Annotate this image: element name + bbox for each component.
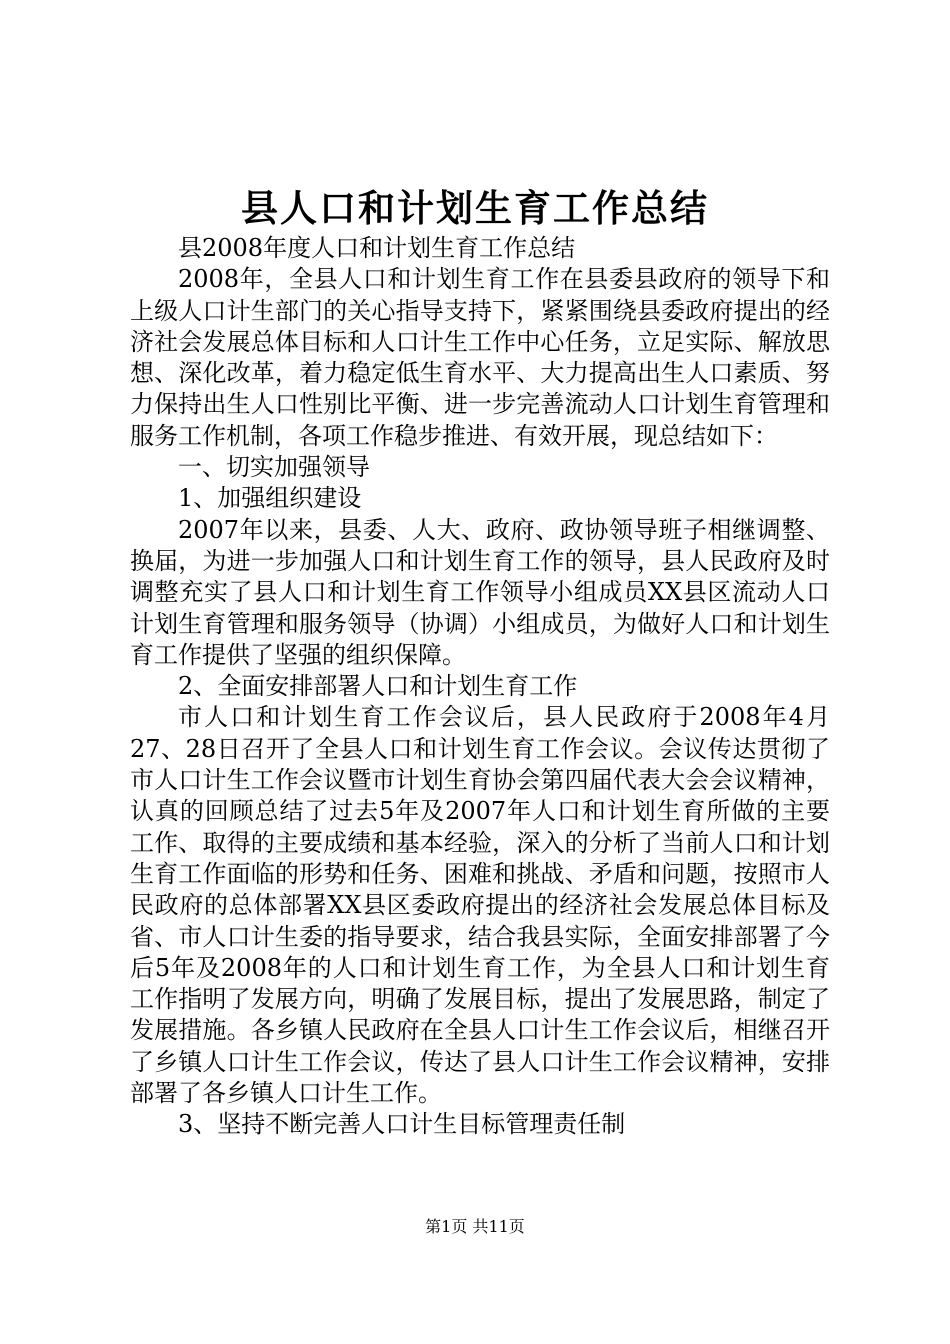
- paragraph: 市人口和计划生育工作会议后，县人民政府于2008年4月27、28日召开了全县人口和计划生育工作会议。会议传达贯彻了市人口计生工作会议暨市计划生育协会第四届代表大会会议精神，认真的回顾总结了过去5年及2007年人口和计划生育所做的主要工作、取得的主要成绩和基本经验，深入的分析了当前人口和计划生育工作面临的形势和任务、困难和挑战、矛盾和问题，按照市人民政府的总体部署XX县区委政府提出的经济社会发展总体目标及省、市人口计生委的指导要求，结合我县实际，全面安排部署了今后5年及2008年的人口和计划生育工作，为全县人口和计划生育工作指明了发展方向，明确了发展目标，提出了发展思路，制定了发展措施。各乡镇人民政府在全县人口计生工作会议后，相继召开了乡镇人口计生工作会议，传达了县人口计生工作会议精神，安排部署了各乡镇人口计生工作。: [130, 703, 830, 1108]
- subsection-heading: 3、坚持不断完善人口计生目标管理责任制: [178, 1110, 626, 1139]
- page-number-footer: 第1页 共11页: [425, 1217, 525, 1236]
- document-title: 县人口和计划生育工作总结: [241, 187, 709, 230]
- section-heading: 一、切实加强领导: [178, 453, 370, 482]
- paragraph: 2008年，全县人口和计划生育工作在县委县政府的领导下和上级人口计生部门的关心指导支持下，紧紧围绕县委政府提出的经济社会发展总体目标和人口计生工作中心任务，立足实际、解放思想、深化改革，着力稳定低生育水平、大力提高出生人口素质、努力保持出生人口性别比平衡、进一步完善流动人口计划生育管理和服务工作机制，各项工作稳步推进、有效开展，现总结如下：: [130, 265, 830, 450]
- document-body: [130, 233, 830, 1141]
- paragraph: 县2008年度人口和计划生育工作总结: [178, 234, 576, 262]
- paragraph: 2007年以来，县委、人大、政府、政协领导班子相继调整、换届，为进一步加强人口和计划生育工作的领导，县人民政府及时调整充实了县人口和计划生育工作领导小组成员XX县区流动人口计划生育管理和服务领导（协调）小组成员，为做好人口和计划生育工作提供了坚强的组织保障。: [130, 515, 830, 669]
- subsection-heading: 2、全面安排部署人口和计划生育工作: [178, 672, 578, 701]
- subsection-heading: 1、加强组织建设: [178, 484, 362, 513]
